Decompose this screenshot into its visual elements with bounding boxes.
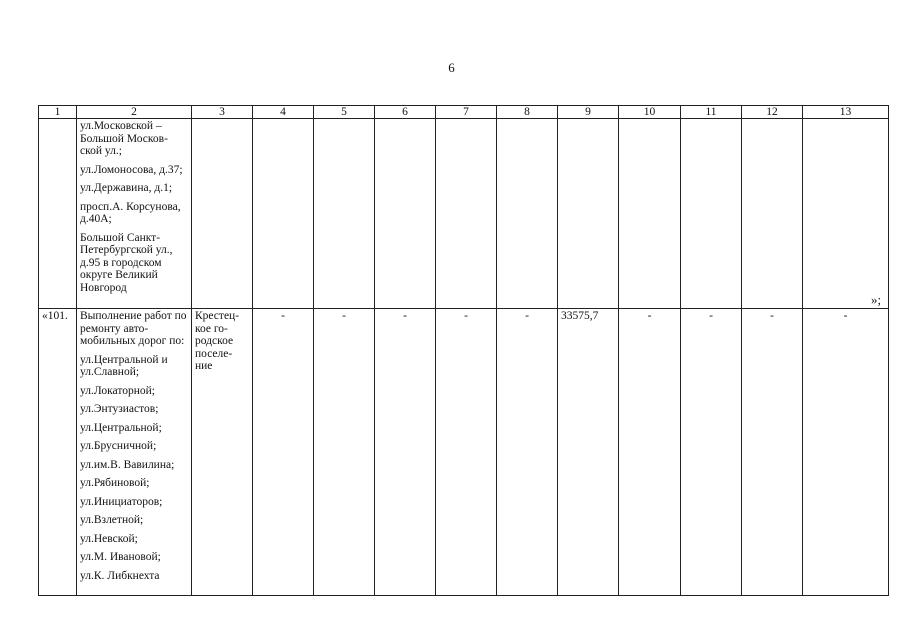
address-list-cell bbox=[77, 119, 192, 309]
column-header: 11 bbox=[681, 106, 742, 119]
page-number: 6 bbox=[448, 60, 455, 75]
address-item: ул.Державина, д.1; bbox=[80, 182, 173, 194]
column-header: 8 bbox=[497, 106, 558, 119]
column-header: 13 bbox=[803, 106, 889, 119]
street-item: ул.им.В. Вавилина; bbox=[80, 458, 175, 471]
closing-quote-mark: »; bbox=[871, 292, 882, 307]
column-header: 1 bbox=[39, 106, 77, 119]
value-cell-10: - bbox=[619, 309, 681, 596]
street-item: ул.Инициаторов; bbox=[80, 495, 163, 508]
address-item: Большой Санкт-Петербургской ул., д.95 в городском округе Великий Новгород bbox=[80, 231, 173, 294]
row-number: «101. bbox=[39, 309, 77, 596]
column-header: 2 bbox=[77, 106, 192, 119]
column-header: 12 bbox=[742, 106, 803, 119]
column-header: 6 bbox=[375, 106, 436, 119]
value-cell-13: - bbox=[803, 309, 889, 596]
value-cell-6: - bbox=[375, 309, 436, 596]
column-header: 9 bbox=[558, 106, 619, 119]
table-row-101 bbox=[39, 309, 889, 596]
column-header: 10 bbox=[619, 106, 681, 119]
street-item: ул.Центральной; bbox=[80, 421, 162, 434]
header-row bbox=[39, 106, 889, 119]
column-header: 7 bbox=[436, 106, 497, 119]
address-item: просп.А. Корсунова, д.40А; bbox=[80, 200, 181, 225]
municipality-cell: Крестец-кое го-родское поселе-ние bbox=[192, 309, 253, 596]
street-item: ул.К. Либкнехта bbox=[80, 569, 160, 582]
value-cell-7: - bbox=[436, 309, 497, 596]
table-row-continuation bbox=[39, 119, 889, 309]
work-description: Выполнение работ по ремонту авто-мобильных дорог по: bbox=[80, 310, 187, 347]
value-cell-9: 33575,7 bbox=[558, 309, 619, 596]
column-header: 3 bbox=[192, 106, 253, 119]
value-cell-4: - bbox=[253, 309, 314, 596]
value-cell-5: - bbox=[314, 309, 375, 596]
street-item: ул.Энтузиастов; bbox=[80, 403, 159, 415]
address-item: ул.Московской – Большой Москов-ской ул.; bbox=[80, 120, 168, 157]
value-cell-11: - bbox=[681, 309, 742, 596]
column-header: 4 bbox=[253, 106, 314, 119]
street-item: ул.Невской; bbox=[80, 532, 138, 545]
value-cell-8: - bbox=[497, 309, 558, 596]
street-item: ул.М. Ивановой; bbox=[80, 551, 161, 563]
street-item: ул.Взлетной; bbox=[80, 514, 144, 526]
work-description-cell bbox=[77, 309, 192, 596]
street-item: ул.Центральной и ул.Славной; bbox=[80, 353, 168, 378]
street-item: ул.Локаторной; bbox=[80, 384, 155, 397]
data-table bbox=[38, 105, 889, 596]
address-item: ул.Ломоносова, д.37; bbox=[80, 163, 183, 176]
value-cell-12: - bbox=[742, 309, 803, 596]
street-item: ул.Рябиновой; bbox=[80, 477, 150, 489]
column-header: 5 bbox=[314, 106, 375, 119]
street-item: ул.Брусничной; bbox=[80, 440, 157, 452]
